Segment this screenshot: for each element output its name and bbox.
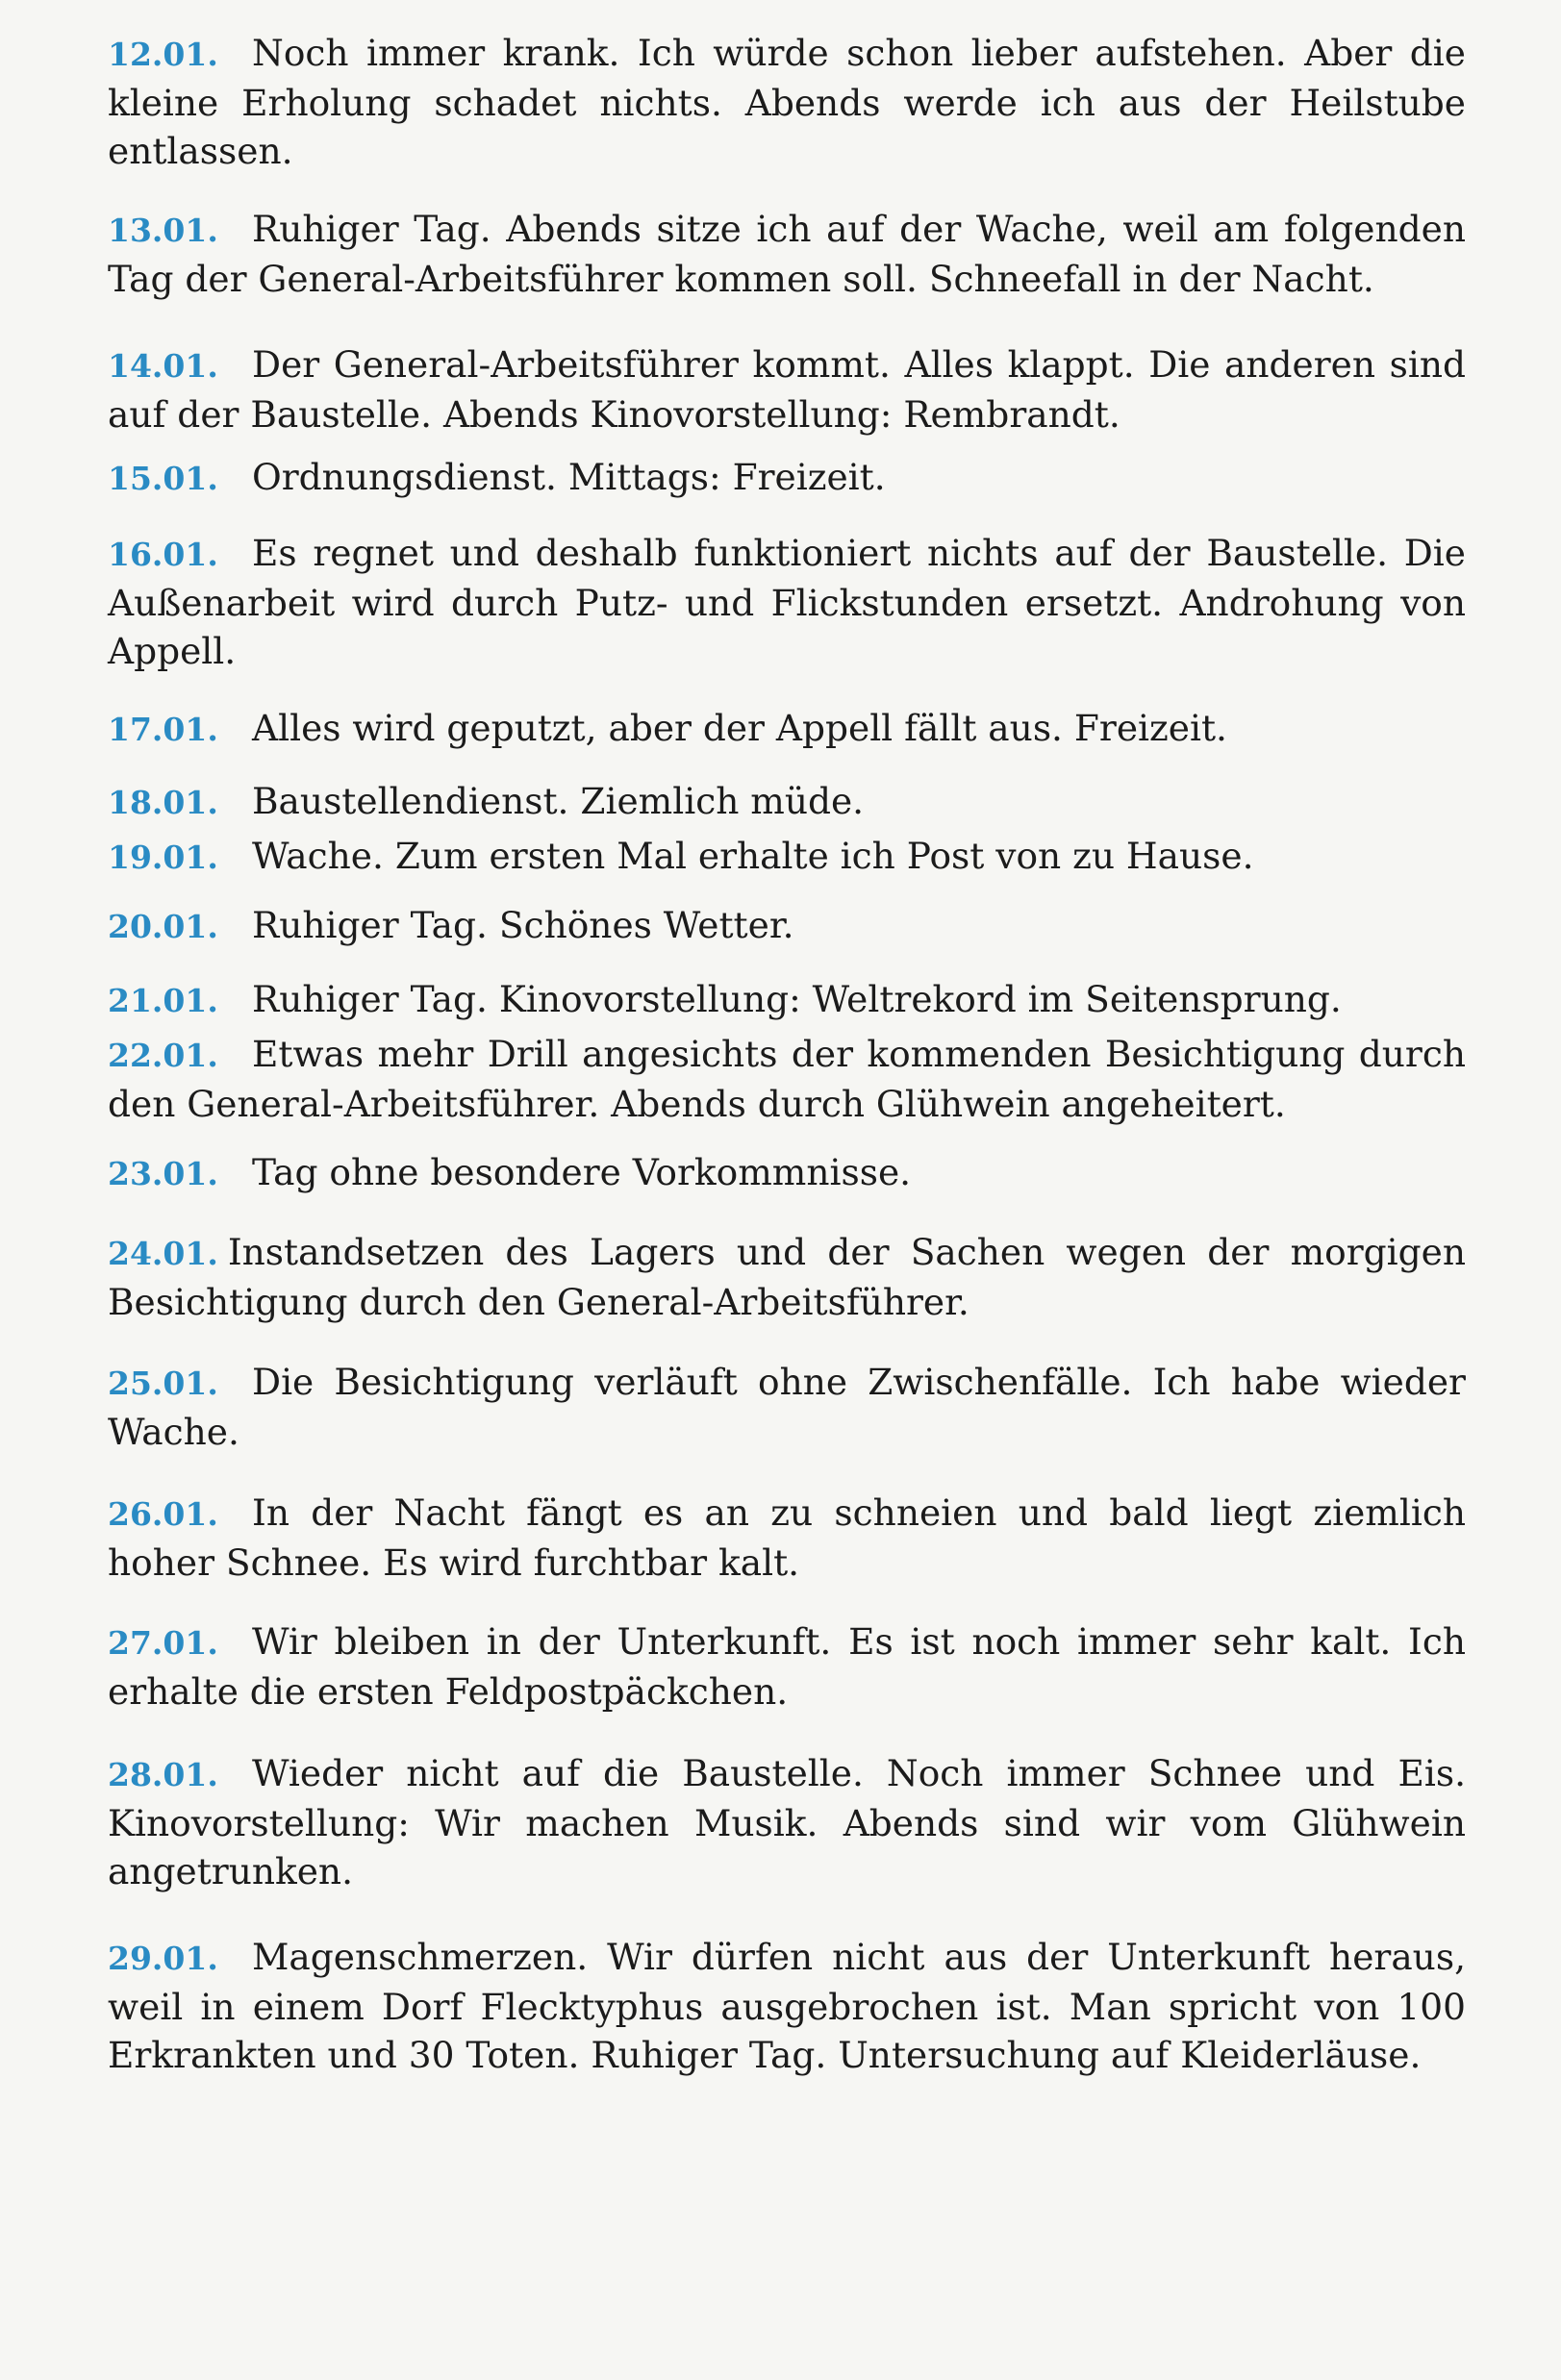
diary-entry [108,1358,1466,1456]
diary-entry [108,975,1466,1025]
entry-date: 27.01. [108,1624,218,1662]
entry-text: Tag ohne besondere Vorkommnisse. [252,1151,912,1193]
diary-entry [108,1228,1466,1326]
diary-entry [108,704,1466,754]
entry-text: Etwas mehr Drill angesichts der kommenden Besichtigung durch den General-Arbeitsführer. Abends durch Glühwein angeheitert. [108,1033,1466,1125]
entry-date: 28.01. [108,1756,218,1793]
entry-date: 19.01. [108,839,218,876]
diary-entry [108,832,1466,882]
diary-entry [108,340,1466,438]
entry-date: 23.01. [108,1155,218,1192]
diary-entry [108,529,1466,675]
entry-date: 12.01. [108,36,218,73]
entry-text: Der General-Arbeitsführer kommt. Alles klappt. Die anderen sind auf der Baustelle. Abends Kinovorstellung: Rembrandt. [108,343,1466,436]
diary-entry [108,901,1466,951]
entry-date: 24.01. [108,1235,218,1272]
entry-text: Baustellendienst. Ziemlich müde. [252,780,865,822]
entry-date: 14.01. [108,347,218,385]
entry-text: Ruhiger Tag. Schönes Wetter. [252,904,794,946]
entry-text: Alles wird geputzt, aber der Appell fällt aus. Freizeit. [252,707,1227,749]
diary-entry [108,29,1466,175]
entry-date: 20.01. [108,908,218,945]
entry-date: 29.01. [108,1940,218,1977]
diary-entry [108,453,1466,503]
entry-date: 15.01. [108,460,218,497]
entry-text: Ruhiger Tag. Abends sitze ich auf der Wache, weil am folgenden Tag der General-Arbeitsführer kommen soll. Schneefall in der Nacht. [108,208,1466,300]
diary-entry [108,1749,1466,1895]
entry-date: 21.01. [108,982,218,1019]
diary-entry [108,1933,1466,2079]
diary-page [108,29,1466,2079]
entry-text: Instandsetzen des Lagers und der Sachen wegen der morgigen Besichtigung durch den General-Arbeitsführer. [108,1231,1466,1323]
entry-text: Die Besichtigung verläuft ohne Zwischenfälle. Ich habe wieder Wache. [108,1361,1466,1453]
entry-text: Es regnet und deshalb funktioniert nichts auf der Baustelle. Die Außenarbeit wird durch Putz- und Flickstunden ersetzt. Androhung von Appell. [108,532,1466,672]
entry-date: 26.01. [108,1495,218,1533]
entry-text: Noch immer krank. Ich würde schon lieber aufstehen. Aber die kleine Erholung schadet nichts. Abends werde ich aus der Heilstube entlassen. [108,32,1466,172]
diary-entry [108,777,1466,827]
diary-entry [108,1617,1466,1716]
entry-text: In der Nacht fängt es an zu schneien und bald liegt ziemlich hoher Schnee. Es wird furchtbar kalt. [108,1491,1466,1584]
entry-date: 22.01. [108,1037,218,1074]
entry-text: Wache. Zum ersten Mal erhalte ich Post von zu Hause. [252,835,1254,877]
entry-date: 25.01. [108,1365,218,1402]
entry-text: Magenschmerzen. Wir dürfen nicht aus der Unterkunft heraus, weil in einem Dorf Flecktyphus ausgebrochen ist. Man spricht von 100 Erkrankten und 30 Toten. Ruhiger Tag. Untersuchung auf Kleiderläuse. [108,1936,1466,2076]
entry-text: Wir bleiben in der Unterkunft. Es ist noch immer sehr kalt. Ich erhalte die ersten Feldpostpäckchen. [108,1620,1466,1713]
entry-date: 17.01. [108,711,218,748]
entry-text: Ordnungsdienst. Mittags: Freizeit. [252,456,886,498]
entry-date: 13.01. [108,212,218,249]
diary-entry [108,205,1466,303]
entry-date: 18.01. [108,784,218,821]
diary-entry [108,1030,1466,1128]
entry-date: 16.01. [108,536,218,573]
entry-text: Ruhiger Tag. Kinovorstellung: Weltrekord im Seitensprung. [252,978,1342,1020]
diary-entry [108,1489,1466,1587]
entry-text: Wieder nicht auf die Baustelle. Noch immer Schnee und Eis. Kinovorstellung: Wir machen Musik. Abends sind wir vom Glühwein angetrunken. [108,1752,1466,1892]
diary-entry [108,1148,1466,1198]
